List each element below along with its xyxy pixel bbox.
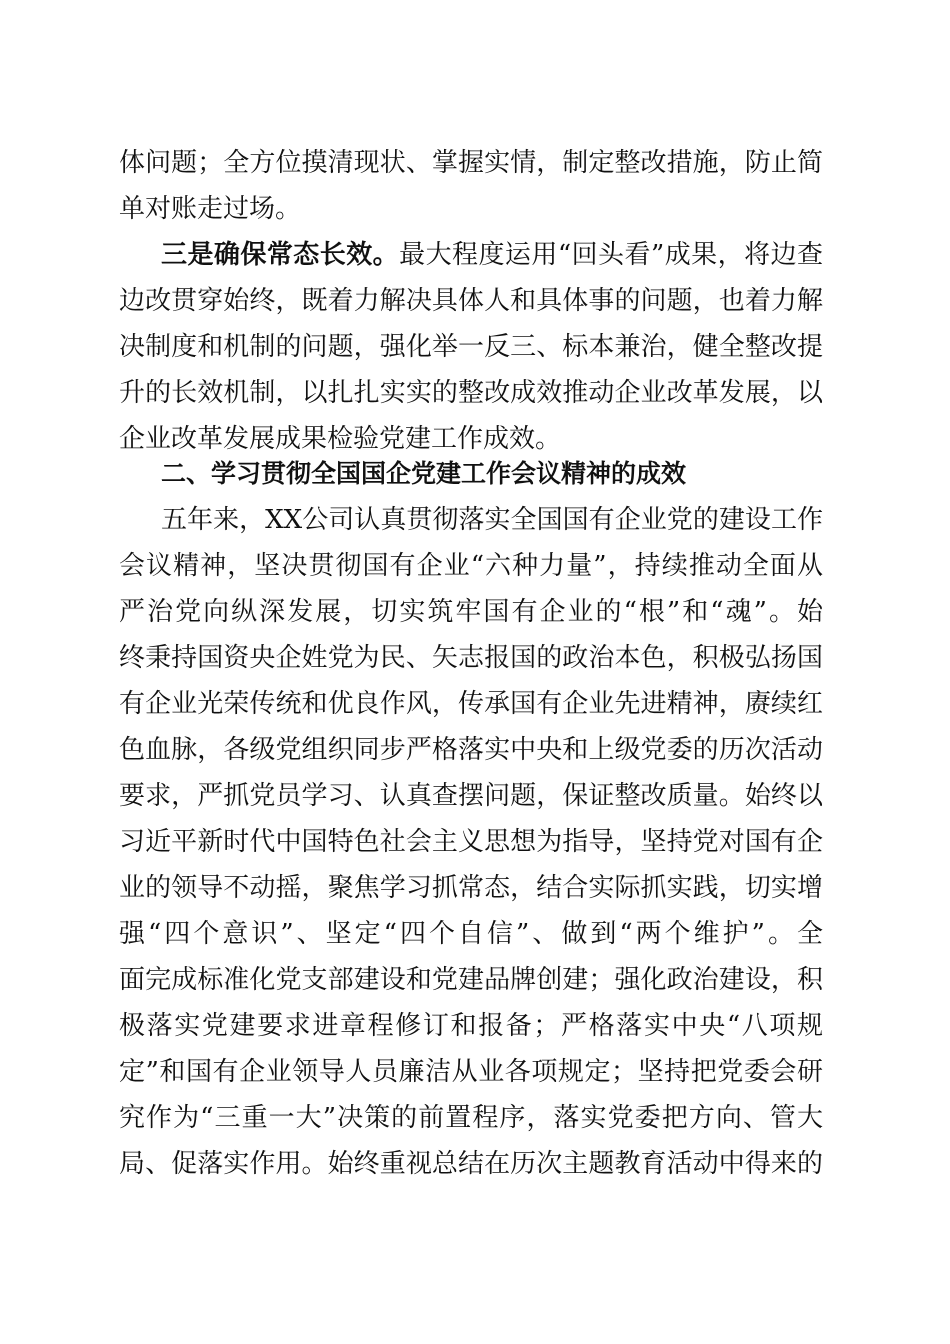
paragraph-line: 究作为“三重一大”决策的前置程序，落实党委把方向、管大 xyxy=(119,1103,823,1133)
paragraph-line: 体问题；全方位摸清现状、掌握实情，制定整改措施，防止简 xyxy=(119,148,823,178)
paragraph-lead: 三是确保常态长效。 xyxy=(161,240,400,270)
paragraph-line-text: 最大程度运用“回头看”成果，将边查 xyxy=(399,240,823,270)
paragraph-line: 升的长效机制，以扎扎实实的整改成效推动企业改革发展，以 xyxy=(119,378,823,408)
paragraph-line: 企业改革发展成果检验党建工作成效。 xyxy=(119,424,562,454)
paragraph-line: 有企业光荣传统和优良作风，传承国有企业先进精神，赓续红 xyxy=(119,689,823,719)
paragraph-line: 会议精神，坚决贯彻国有企业“六种力量”，持续推动全面从 xyxy=(119,551,823,581)
paragraph-line: 强“四个意识”、坚定“四个自信”、做到“两个维护”。全 xyxy=(119,919,823,949)
paragraph-line: 严治党向纵深发展，切实筑牢国有企业的“根”和“魂”。始 xyxy=(119,597,823,627)
paragraph-line: 色血脉，各级党组织同步严格落实中央和上级党委的历次活动 xyxy=(119,735,823,765)
paragraph-line: 极落实党建要求进章程修订和报备；严格落实中央“八项规 xyxy=(119,1011,823,1041)
paragraph-line: 局、促落实作用。始终重视总结在历次主题教育活动中得来的 xyxy=(119,1149,823,1179)
paragraph-line: 决制度和机制的问题，强化举一反三、标本兼治，健全整改提 xyxy=(119,332,823,362)
paragraph-line: 定”和国有企业领导人员廉洁从业各项规定；坚持把党委会研 xyxy=(119,1057,823,1087)
paragraph-line: 业的领导不动摇，聚焦学习抓常态，结合实际抓实践，切实增 xyxy=(119,873,823,903)
paragraph-line: 要求，严抓党员学习、认真查摆问题，保证整改质量。始终以 xyxy=(119,781,823,811)
section-heading: 二、学习贯彻全国国企党建工作会议精神的成效 xyxy=(161,459,687,488)
paragraph-line: 面完成标准化党支部建设和党建品牌创建；强化政治建设，积 xyxy=(119,965,823,995)
paragraph-line: 五年来，XX公司认真贯彻落实全国国有企业党的建设工作 xyxy=(161,505,823,535)
paragraph-line: 单对账走过场。 xyxy=(119,194,302,224)
paragraph-line: 终秉持国资央企姓党为民、矢志报国的政治本色，积极弘扬国 xyxy=(119,643,823,673)
paragraph-line: 习近平新时代中国特色社会主义思想为指导，坚持党对国有企 xyxy=(119,827,823,857)
paragraph-line: 边改贯穿始终，既着力解决具体人和具体事的问题，也着力解 xyxy=(119,286,823,316)
paragraph-first-line xyxy=(161,232,823,278)
